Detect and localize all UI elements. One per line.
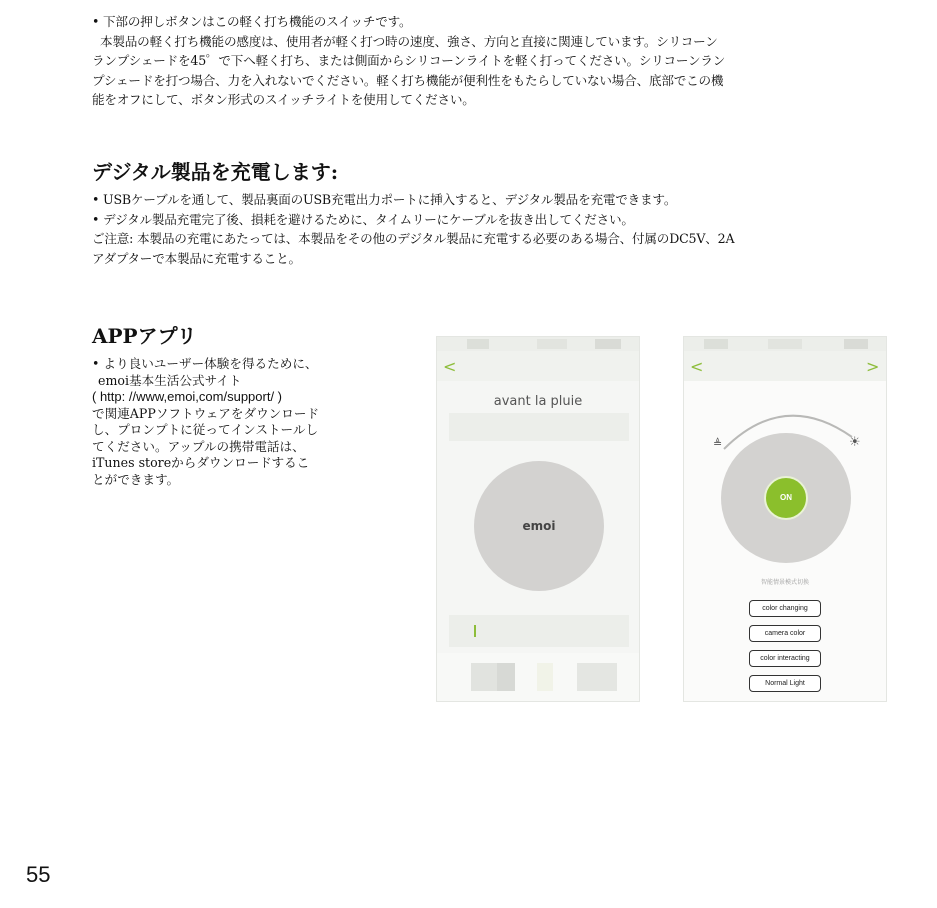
charging-line: • デジタル製品充電完了後、損耗を避けるために、タイムリーにケーブルを抜き出してください。 <box>92 211 634 227</box>
intro-line: プシェードを打つ場合、力を入れないでください。軽く打ち機能が便利性をもたらしていない場合、底部でこの機 <box>92 72 724 88</box>
forward-arrow-icon[interactable]: > <box>866 357 880 376</box>
bottom-tab-icon[interactable] <box>497 663 515 691</box>
scene-title: avant la pluie <box>493 394 583 409</box>
app-paragraph <box>92 356 392 488</box>
back-arrow-icon[interactable]: < <box>443 357 457 376</box>
dim-icon: ≜ <box>713 437 723 450</box>
app-line: • より良いユーザー体験を得るために、 <box>92 356 318 371</box>
pixel-block <box>449 413 629 441</box>
intro-line: 能をオフにして、ボタン形式のスイッチライトを使用してください。 <box>92 92 475 107</box>
light-circle[interactable] <box>474 461 604 591</box>
charging-line: • USBケーブルを通して、製品裏面のUSB充電出力ポートに挿入すると、デジタル製品を充電できます。 <box>92 192 677 207</box>
app-line: emoi基本生活公式サイト <box>98 372 242 388</box>
bottom-tab-icon[interactable] <box>471 663 497 691</box>
mode-button-color-interacting[interactable]: color interacting <box>749 650 821 667</box>
pixel-block <box>595 339 621 349</box>
pixel-block <box>467 339 489 349</box>
charging-heading: デジタル製品を充電します: <box>92 160 339 184</box>
mode-caption: 智能情景模式切换 <box>760 579 809 586</box>
slider-handle[interactable] <box>474 625 476 637</box>
charging-line: ご注意: 本製品の充電にあたっては、本製品をその他のデジタル製品に充電する必要のある場合、付属のDC5V、2A <box>92 231 735 246</box>
app-line: とができます。 <box>92 471 180 487</box>
support-url: ( http: //www,emoi,com/support/ ) <box>92 389 283 404</box>
app-line: てください。アップルの携帯電話は、 <box>92 438 305 454</box>
app-heading: APPアプリ <box>92 324 197 348</box>
intro-paragraph <box>92 12 907 110</box>
bottom-tab-icon[interactable] <box>577 663 617 691</box>
sun-icon: ☀ <box>849 435 861 450</box>
bottom-tab-icon[interactable] <box>537 663 553 691</box>
control-circle <box>721 433 851 563</box>
pixel-block <box>537 339 567 349</box>
header-bar <box>437 351 639 381</box>
app-line: し、プロンプトに従ってインストールし <box>92 422 319 437</box>
emoi-logo: emoi <box>522 519 556 533</box>
app-line: iTunes storeからダウンロードするこ <box>92 455 310 470</box>
mode-button-camera-color[interactable]: camera color <box>749 625 821 642</box>
header-bar <box>684 351 886 381</box>
pixel-block <box>768 339 802 349</box>
app-line: で関連APPソフトウェアをダウンロード <box>92 405 320 421</box>
back-arrow-icon[interactable]: < <box>690 357 704 376</box>
pixel-block <box>844 339 868 349</box>
app-screenshot-control <box>683 336 887 702</box>
intro-line: • 下部の押しボタンはこの軽く打ち機能のスイッチです。 <box>92 14 412 29</box>
charging-paragraph <box>92 190 907 268</box>
charging-line: アダプターで本製品に充電すること。 <box>92 250 301 266</box>
page-number: 55 <box>26 862 51 887</box>
pixel-block <box>449 615 629 647</box>
intro-line: ランプシェードを45゜で下へ軽く打ち、または側面からシリコーンライトを軽く打ってください。シリコーンラン <box>92 53 726 68</box>
mode-button-color-changing[interactable]: color changing <box>749 600 821 617</box>
mode-button-normal-light[interactable]: Normal Light <box>749 675 821 692</box>
intro-line: 本製品の軽く打ち機能の感度は、使用者が軽く打つ時の速度、強さ、方向と直接に関連しています。シリコーン <box>100 33 718 49</box>
app-screenshot-scene <box>436 336 640 702</box>
on-button[interactable]: ON <box>764 476 808 520</box>
pixel-block <box>704 339 728 349</box>
